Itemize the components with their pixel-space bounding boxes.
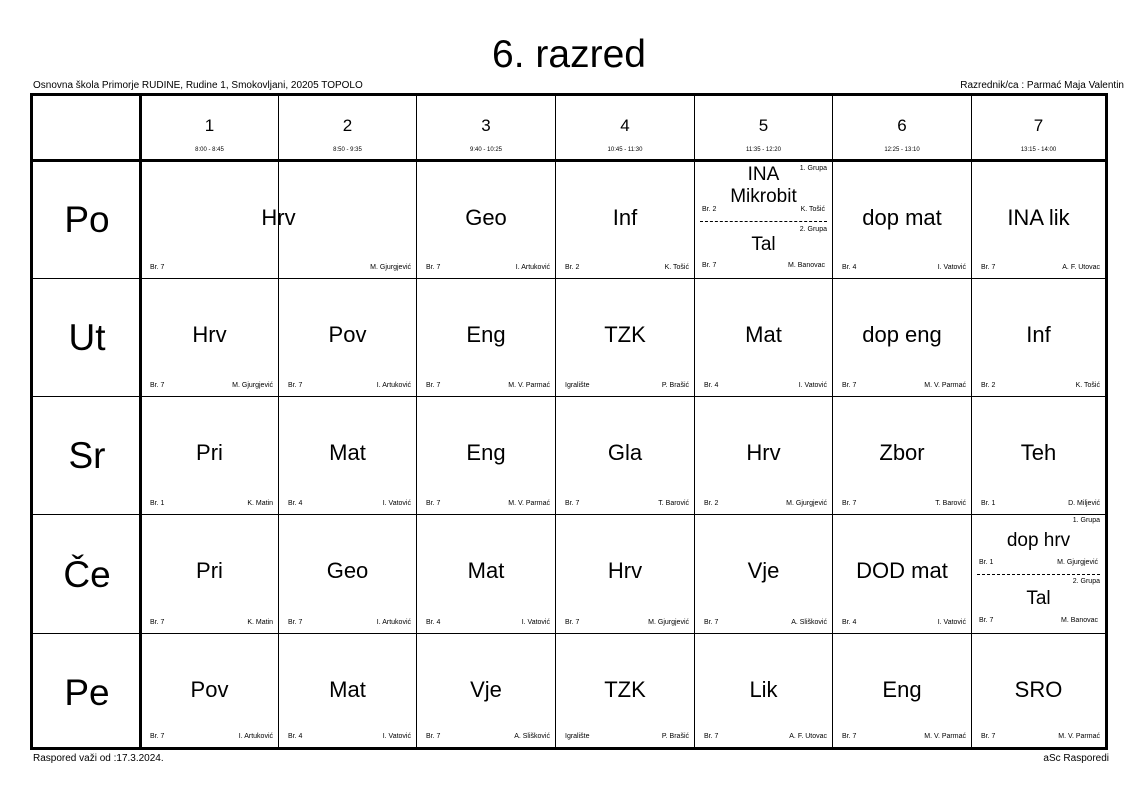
lesson-subject: Eng [466,322,506,347]
lesson-teacher: I. Vatović [382,500,411,507]
lesson-room: Br. 7 [426,382,441,389]
lesson-cell [833,515,971,633]
lesson-cell [833,162,971,278]
lesson-cell [972,634,1105,747]
lesson-room: Br. 7 [426,500,441,507]
lesson-cell [556,162,694,278]
period-number: 1 [204,116,215,135]
lesson-room: Br. 7 [150,382,165,389]
lesson-room: Br. 7 [565,619,580,626]
lesson-teacher: I. Artuković [238,733,273,740]
period-header-4 [556,96,694,160]
group-label: 1. Grupa [799,165,827,172]
period-time: 12:25 - 13:10 [884,147,920,153]
day-label-ce: Če [63,554,111,595]
lesson-subject: Inf [612,205,638,230]
lesson-cell [417,279,555,396]
lesson-subject: dop eng [862,322,942,347]
period-time: 8:50 - 9:35 [333,147,362,153]
lesson-subject: Zbor [879,440,925,465]
lesson-room: Br. 4 [842,619,857,626]
period-header-1 [141,96,278,160]
lesson-subject: Mat [467,558,505,583]
lesson-teacher: M. V. Parmać [924,382,966,389]
period-number: 2 [342,116,353,135]
lesson-teacher: P. Brašić [661,382,689,389]
lesson-room: Br. 7 [426,264,441,271]
period-number: 3 [481,116,491,135]
lesson-teacher: D. Miljević [1068,500,1100,507]
lesson-teacher: K. Matin [247,500,273,507]
lesson-cell [279,515,416,633]
lesson-cell [279,397,416,514]
lesson-subject: Mat [329,677,366,702]
lesson-subject: Mat [745,322,782,347]
lesson-subject: Vje [470,677,502,702]
lesson-room: Br. 2 [704,500,719,507]
lesson-subject: Mat [329,440,366,465]
lesson-cell [833,279,971,396]
group-divider [700,221,827,222]
lesson-teacher: M. V. Parmać [1058,733,1100,740]
lesson-teacher: I. Vatović [382,733,411,740]
split-lesson-cell [972,515,1105,633]
lesson-teacher: A. Slišković [791,619,827,626]
lesson-teacher: I. Artuković [515,264,550,271]
lesson-teacher: A. Slišković [514,733,550,740]
lesson-room: Br. 7 [150,733,165,740]
school-info: Osnovna škola Primorje RUDINE, Rudine 1, Smokovljani, 20205 TOPOLO [33,80,363,91]
lesson-room: Br. 7 [288,619,303,626]
lesson-teacher: M. Banovac [788,262,825,269]
lesson-cell [279,634,416,747]
lesson-cell [556,515,694,633]
lesson-teacher: K. Tošić [664,264,689,271]
lesson-subject: Hrv [607,558,643,583]
lesson-subject: INA Mikrobit [730,164,797,207]
lesson-subject: Lik [749,677,778,702]
lesson-subject: Teh [1020,440,1057,465]
lesson-cell [141,634,278,747]
lesson-subject: Vje [747,558,780,583]
lesson-teacher: I. Vatović [937,264,966,271]
group-label: 1. Grupa [1072,517,1100,524]
period-header-7 [972,96,1105,160]
day-label-pe: Pe [64,672,110,713]
lesson-subject: Gla [607,440,643,465]
lesson-subject: Eng [882,677,922,702]
lesson-room: Br. 7 [842,500,857,507]
lesson-teacher: I. Vatović [798,382,827,389]
lesson-subject: TZK [604,322,646,347]
lesson-cell [417,162,555,278]
lesson-subject: dop mat [862,205,942,230]
lesson-room: Br. 4 [704,382,719,389]
lesson-subject: Eng [466,440,506,465]
lesson-room: Br. 7 [702,262,717,269]
lesson-cell [833,397,971,514]
period-time: 9:40 - 10:25 [469,147,503,153]
period-header-3 [417,96,555,160]
period-number: 4 [620,116,630,135]
lesson-room: Br. 7 [704,619,719,626]
lesson-subject: Hrv [261,205,296,230]
lesson-subject: Tal [1026,588,1051,609]
lesson-subject: Pov [190,677,229,702]
lesson-teacher: M. V. Parmać [508,500,550,507]
lesson-cell [695,279,832,396]
lesson-teacher: I. Vatović [521,619,550,626]
lesson-subject: Pri [196,440,223,465]
lesson-room: Br. 7 [288,382,303,389]
lesson-cell [556,634,694,747]
period-time: 10:45 - 11:30 [607,147,643,153]
lesson-room: Br. 7 [150,264,165,271]
lesson-teacher: M. Gjurgjević [370,264,411,271]
lesson-room: Br. 7 [150,619,165,626]
lesson-room: Igralište [565,733,590,740]
lesson-teacher: P. Brašić [661,733,689,740]
period-number: 5 [758,116,769,135]
lesson-room: Br. 7 [704,733,719,740]
lesson-cell [972,162,1105,278]
period-number: 7 [1033,116,1044,135]
lesson-cell [556,279,694,396]
lesson-subject: Geo [326,558,369,583]
lesson-room: Br. 7 [565,500,580,507]
group-label: 2. Grupa [1072,578,1100,585]
lesson-room: Br. 2 [565,264,580,271]
lesson-cell [141,279,278,396]
lesson-room: Br. 4 [842,264,857,271]
lesson-teacher: K. Tošić [1075,382,1100,389]
lesson-teacher: M. Gjurgjević [786,500,827,507]
lesson-subject: TZK [604,677,646,702]
lesson-teacher: M. Gjurgjević [232,382,273,389]
lesson-room: Br. 4 [426,619,441,626]
lesson-subject: Tal [751,234,776,255]
lesson-subject: Pri [196,558,223,583]
lesson-cell [972,397,1105,514]
lesson-room: Br. 4 [288,733,303,740]
period-number: 6 [897,116,907,135]
lesson-room: Igralište [565,382,590,389]
valid-from-note: Raspored važi od :17.3.2024. [33,753,164,764]
period-time: 13:15 - 14:00 [1020,147,1057,153]
lesson-room: Br. 4 [288,500,303,507]
period-header-5 [695,96,832,160]
lesson-teacher: M. Banovac [1061,617,1098,624]
day-label-sr: Sr [68,435,106,476]
lesson-teacher: M. Gjurgjević [648,619,689,626]
lesson-cell [556,397,694,514]
page-title: 6. razred [492,33,646,76]
lesson-teacher: K. Matin [247,619,273,626]
lesson-subject: Inf [1026,322,1051,347]
day-label-po: Po [64,199,110,240]
lesson-teacher: I. Vatović [937,619,966,626]
generator-credit: aSc Rasporedi [1043,753,1109,764]
lesson-subject: Hrv [192,322,227,347]
lesson-room: Br. 7 [979,617,994,624]
timetable-grid [30,93,1108,750]
period-time: 8:00 - 8:45 [195,147,224,153]
group-divider [977,574,1100,575]
lesson-cell [695,397,832,514]
lesson-cell [417,634,555,747]
lesson-room: Br. 7 [842,382,857,389]
lesson-subject: Hrv [746,440,781,465]
lesson-teacher: T. Barović [658,500,689,507]
lesson-subject: INA lik [1007,205,1070,230]
lesson-room: Br. 1 [979,559,994,566]
lesson-teacher: A. F. Utovac [1062,264,1100,271]
lesson-teacher: M. Gjurgjević [1057,559,1098,566]
lesson-teacher: M. V. Parmać [508,382,550,389]
lesson-cell [695,634,832,747]
lesson-cell [972,279,1105,396]
lesson-teacher: I. Artuković [376,382,411,389]
lesson-cell [833,634,971,747]
class-teacher: Razrednik/ca : Parmać Maja Valentin [960,80,1124,91]
lesson-subject: Pov [328,322,367,347]
lesson-cell [141,515,278,633]
lesson-teacher: K. Tošić [800,206,825,213]
lesson-teacher: A. F. Utovac [789,733,827,740]
split-lesson-cell [695,162,832,278]
lesson-room: Br. 2 [702,206,717,213]
lesson-teacher: I. Artuković [376,619,411,626]
lesson-subject: SRO [1014,677,1063,702]
lesson-room: Br. 7 [426,733,441,740]
day-label-ut: Ut [68,317,106,358]
lesson-cell [417,397,555,514]
lesson-room: Br. 1 [981,500,996,507]
group-label: 2. Grupa [799,226,827,233]
lesson-cell [141,397,278,514]
period-time: 11:35 - 12:20 [746,147,781,153]
lesson-cell [279,279,416,396]
lesson-room: Br. 7 [842,733,857,740]
lesson-cell [417,515,555,633]
lesson-subject: DOD mat [856,558,948,583]
lesson-teacher: T. Barović [935,500,966,507]
lesson-room: Br. 1 [150,500,165,507]
lesson-subject: Geo [465,205,507,230]
period-header-6 [833,96,971,160]
lesson-cell [141,162,416,278]
lesson-room: Br. 7 [981,733,996,740]
lesson-room: Br. 7 [981,264,996,271]
period-header-2 [279,96,416,160]
lesson-subject: dop hrv [1006,530,1071,551]
lesson-teacher: M. V. Parmać [924,733,966,740]
lesson-cell [695,515,832,633]
lesson-room: Br. 2 [981,382,996,389]
